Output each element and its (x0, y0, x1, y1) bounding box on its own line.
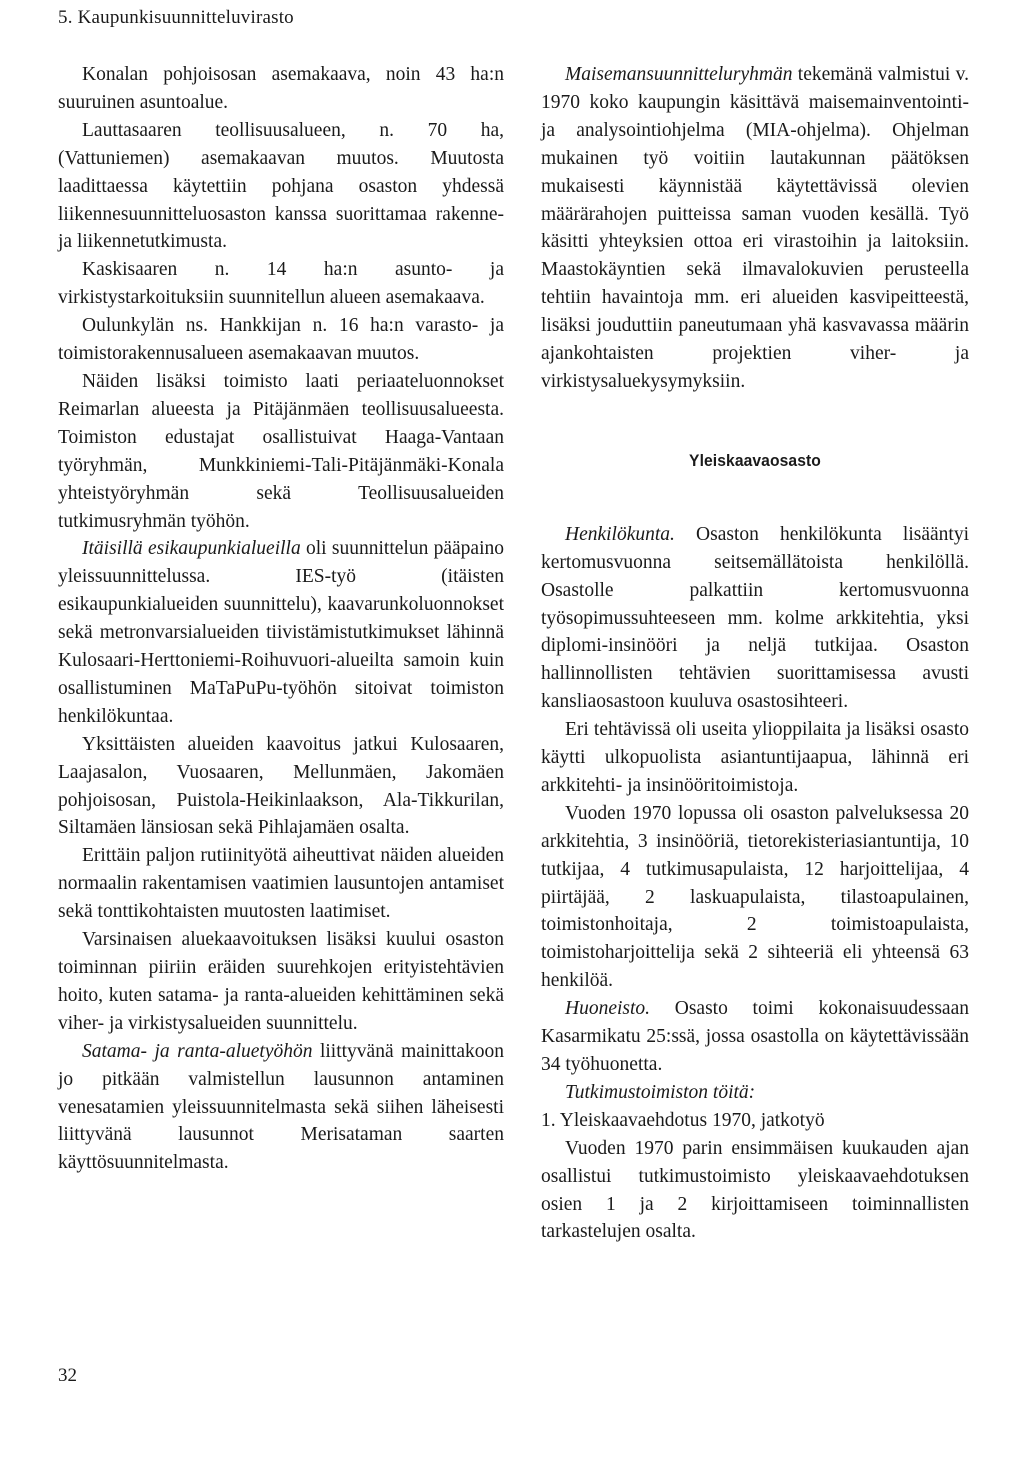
page-number: 32 (58, 1365, 77, 1386)
paragraph-text: Osasto toimi kokonaisuudessaan Kasarmikatu 25:ssä, jossa osastolla on käytettävissään 34 työhuonetta. (541, 998, 969, 1075)
paragraph-text: Vuoden 1970 parin ensimmäisen kuukauden ajan osallistui tutkimustoimisto yleiskaavaehdotuksen osien 1 ja 2 kirjoittamiseen toiminnallisten tarkastelujen osalta. (541, 1137, 969, 1243)
paragraph (58, 842, 504, 926)
italic-lead: Satama- ja ranta-aluetyöhön (82, 1040, 313, 1062)
paragraph (58, 368, 504, 535)
paragraph (541, 61, 969, 396)
paragraph (58, 926, 504, 1038)
paragraph (541, 716, 969, 800)
italic-lead: Itäisillä esikaupunkialueilla (82, 538, 301, 560)
paragraph (58, 61, 504, 117)
paragraph (541, 1079, 969, 1107)
paragraph-text: 1. Yleiskaavaehdotus 1970, jatkotyö (541, 1109, 825, 1131)
paragraph (541, 995, 969, 1079)
paragraph-text: Kaskisaaren n. 14 ha:n asunto- ja virkistystarkoituksiin suunnitellun alueen asemakaava. (58, 259, 504, 309)
section-heading: Yleiskaavaosasto (689, 450, 821, 470)
paragraph (541, 800, 969, 995)
paragraph (58, 256, 504, 312)
list-item (541, 1107, 969, 1135)
left-column (58, 61, 504, 1177)
paragraph (541, 521, 969, 716)
paragraph-text: Lauttasaaren teollisuusalueen, n. 70 ha, (Vattuniemen) asemakaavan muutos. Muutosta laadittaessa käytettiin pohjana osaston yhdessä liikennesuunnitteluosaston kanssa suorittamaa rakenne- ja liikennetutkimusta. (58, 119, 504, 253)
paragraph-text: Yksittäisten alueiden kaavoitus jatkui Kulosaaren, Laajasalon, Vuosaaren, Mellunmäen, Jakomäen pohjoisosan, Puistola-Heikinlaakson, Ala-Tikkurilan, Siltamäen länsiosan sekä Pihlajamäen osalta. (58, 733, 504, 839)
paragraph (58, 1038, 504, 1178)
paragraph (58, 117, 504, 257)
italic-lead: Tutkimustoimiston töitä: (565, 1081, 756, 1103)
paragraph-text: oli suunnittelun pääpaino yleissuunnittelussa. IES-työ (itäisten esikaupunkialueiden suunnittelu), kaavarunkoluonnokset sekä metronvarsialueiden tiivistämistutkimukset lähinnä Kulosaari-Herttoniemi-Roihuvuori-alueilta samoin kuin osallistuminen MaTaPuPu-työhön sitoivat toimiston henkilökuntaa. (58, 538, 504, 727)
italic-lead: Huoneisto. (565, 998, 651, 1020)
paragraph-text: Erittäin paljon rutiinityötä aiheuttivat näiden alueiden normaalin rakentamisen vaatimien lausuntojen antamiset sekä tonttikohtaisten muutosten laatimiset. (58, 845, 504, 923)
paragraph (58, 312, 504, 368)
paragraph (58, 731, 504, 843)
paragraph-text: liittyvänä mainittakoon jo pitkään valmistellun lausunnon antaminen venesatamien yleissuunnitelmasta sekä siihen läheisesti liittyvänä lausunnot Merisataman saarten käyttösuunnitelmasta. (58, 1040, 504, 1174)
paragraph-text: Osaston henkilökunta lisääntyi kertomusvuonna seitsemällätoista henkilöllä. Osastolle palkattiin kertomusvuonna työsopimussuhteeseen mm. kolme arkkitehtia, yksi diplomi-insinööri ja neljä tutkijaa. Osaston hallinnollisten tehtävien suorittamisessa avusti kansliaosastoon kuuluva osastosihteeri. (541, 523, 969, 713)
paragraph (58, 535, 504, 730)
paragraph-text: Oulunkylän ns. Hankkijan n. 16 ha:n varasto- ja toimistorakennusalueen asemakaavan muutos. (58, 315, 504, 365)
running-head: 5. Kaupunkisuunnitteluvirasto (58, 7, 294, 28)
paragraph-text: Konalan pohjoisosan asemakaava, noin 43 ha:n suuruinen asuntoalue. (58, 64, 504, 113)
paragraph (541, 1135, 969, 1247)
paragraph-text: tekemänä valmistui v. 1970 koko kaupungin käsittävä maisemainventointi- ja analysointiohjelma (MIA-ohjelma). Ohjelman mukainen työ voitiin lautakunnan päätöksen mukaisesti käynnistää käytettävissä olevien määrärahojen puitteissa saman vuoden kesällä. Työ käsitti yhteyksien ottoa eri virastoihin ja laitoksiin. Maastokäyntien sekä ilmavalokuvien perusteella tehtiin havaintoja mm. eri alueiden kasvipeitteestä, lisäksi jouduttiin paneutumaan yhä kasvavassa määrin ajankohtaisten projektien viher- ja virkistysaluekysymyksiin. (541, 64, 969, 392)
paragraph-text: Vuoden 1970 lopussa oli osaston palveluksessa 20 arkkitehtia, 3 insinööriä, tietorekisteriasiantuntija, 10 tutkijaa, 4 tutkimusapulaista, 12 harjoittelijaa, 4 piirtäjää, 2 laskuapulaista, tilastoapulainen, toimistonhoitaja, 2 toimistoapulaista, toimistoharjoittelija sekä 2 sihteeriä eli yhteensä 63 henkilöä. (541, 802, 969, 992)
paragraph-text: Näiden lisäksi toimisto laati periaateluonnokset Reimarlan alueesta ja Pitäjänmäen teollisuusalueesta. Toimiston edustajat osallistuivat Haaga-Vantaan työryhmän, Munkkiniemi-Tali-Pitäjänmäki-Konala yhteistyöryhmän sekä Teollisuusalueiden tutkimusryhmän työhön. (58, 370, 504, 532)
right-column (541, 61, 969, 1246)
paragraph-text: Eri tehtävissä oli useita ylioppilaita ja lisäksi osasto käytti ulkopuolista asiantuntijaapua, lähinnä eri arkkitehti- ja insinööritoimistoja. (541, 719, 969, 796)
paragraph-text: Varsinaisen aluekaavoituksen lisäksi kuului osaston toiminnan piiriin eräiden suurehkojen erityistehtävien hoito, kuten satama- ja ranta-alueiden kehittäminen sekä viher- ja virkistysalueiden suunnittelu. (58, 929, 504, 1034)
italic-lead: Maisemansuunnitteluryhmän (565, 64, 793, 85)
italic-lead: Henkilökunta. (565, 523, 675, 545)
